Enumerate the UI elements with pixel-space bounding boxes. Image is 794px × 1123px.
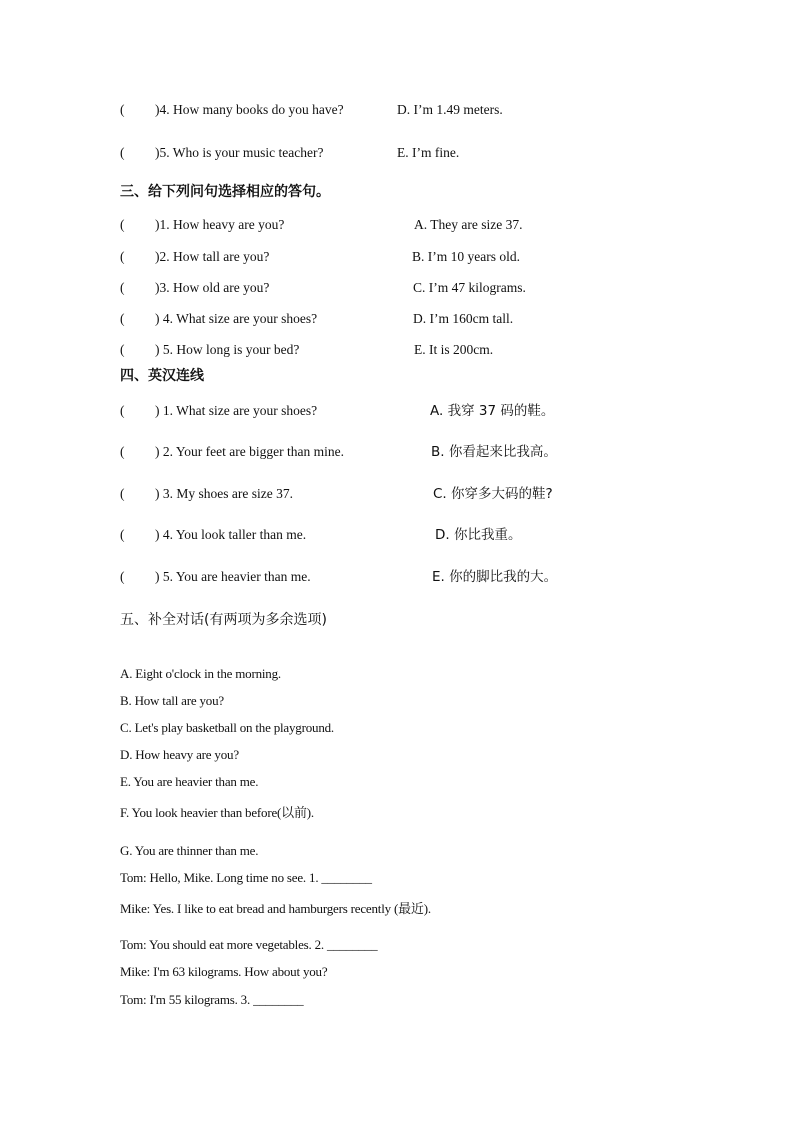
english-sentence: ) 1. What size are your shoes? [155,403,318,418]
dialogue-line: Mike: I'm 63 kilograms. How about you? [120,964,328,979]
answer-text: E. It is 200cm. [414,342,494,357]
chinese-sentence: B. 你看起来比我高。 [431,444,557,460]
answer-paren: ( [120,102,125,117]
section-4-heading: 四、英汉连线 [120,368,204,384]
question-text: )4. How many books do you have? [155,102,344,117]
english-sentence: ) 5. You are heavier than me. [155,569,311,584]
dialogue-line: Tom: I'm 55 kilograms. 3. ________ [120,992,304,1007]
option-item: D. How heavy are you? [120,747,239,762]
option-item: B. How tall are you? [120,693,224,708]
section-3-heading: 三、给下列问句选择相应的答句。 [120,184,330,200]
chinese-sentence: A. 我穿 37 码的鞋。 [430,403,555,419]
chinese-sentence: C. 你穿多大码的鞋? [433,486,553,502]
dialogue-line: Tom: Hello, Mike. Long time no see. 1. ________ [120,870,372,885]
dialogue-line: Tom: You should eat more vegetables. 2. ________ [120,937,378,952]
answer-text: A. They are size 37. [414,217,523,232]
answer-paren: ( [120,569,125,584]
answer-text: E. I’m fine. [397,145,460,160]
answer-text: D. I’m 160cm tall. [413,311,514,326]
question-text: ) 5. How long is your bed? [155,342,300,357]
chinese-sentence: E. 你的脚比我的大。 [432,569,558,585]
option-item: A. Eight o'clock in the morning. [120,666,281,681]
answer-paren: ( [120,311,125,326]
section-5-heading: 五、补全对话(有两项为多余选项) [120,612,327,628]
answer-paren: ( [120,486,125,501]
answer-paren: ( [120,403,125,418]
english-sentence: ) 4. You look taller than me. [155,527,307,542]
chinese-sentence: D. 你比我重。 [435,527,522,543]
question-text: )5. Who is your music teacher? [155,145,324,160]
english-sentence: ) 2. Your feet are bigger than mine. [155,444,344,459]
answer-text: D. I’m 1.49 meters. [397,102,503,117]
answer-paren: ( [120,527,125,542]
answer-text: C. I’m 47 kilograms. [413,280,526,295]
answer-paren: ( [120,444,125,459]
option-item: E. You are heavier than me. [120,774,259,789]
answer-paren: ( [120,145,125,160]
answer-text: B. I’m 10 years old. [412,249,520,264]
answer-paren: ( [120,280,125,295]
question-text: )1. How heavy are you? [155,217,285,232]
dialogue-line: Mike: Yes. I like to eat bread and hamburgers recently (最近). [120,901,431,916]
english-sentence: ) 3. My shoes are size 37. [155,486,293,501]
answer-paren: ( [120,249,125,264]
option-item: G. You are thinner than me. [120,843,259,858]
option-item: C. Let's play basketball on the playground. [120,720,334,735]
question-text: )2. How tall are you? [155,249,270,264]
answer-paren: ( [120,342,125,357]
option-item: F. You look heavier than before(以前). [120,805,314,820]
answer-paren: ( [120,217,125,232]
question-text: )3. How old are you? [155,280,270,295]
question-text: ) 4. What size are your shoes? [155,311,318,326]
